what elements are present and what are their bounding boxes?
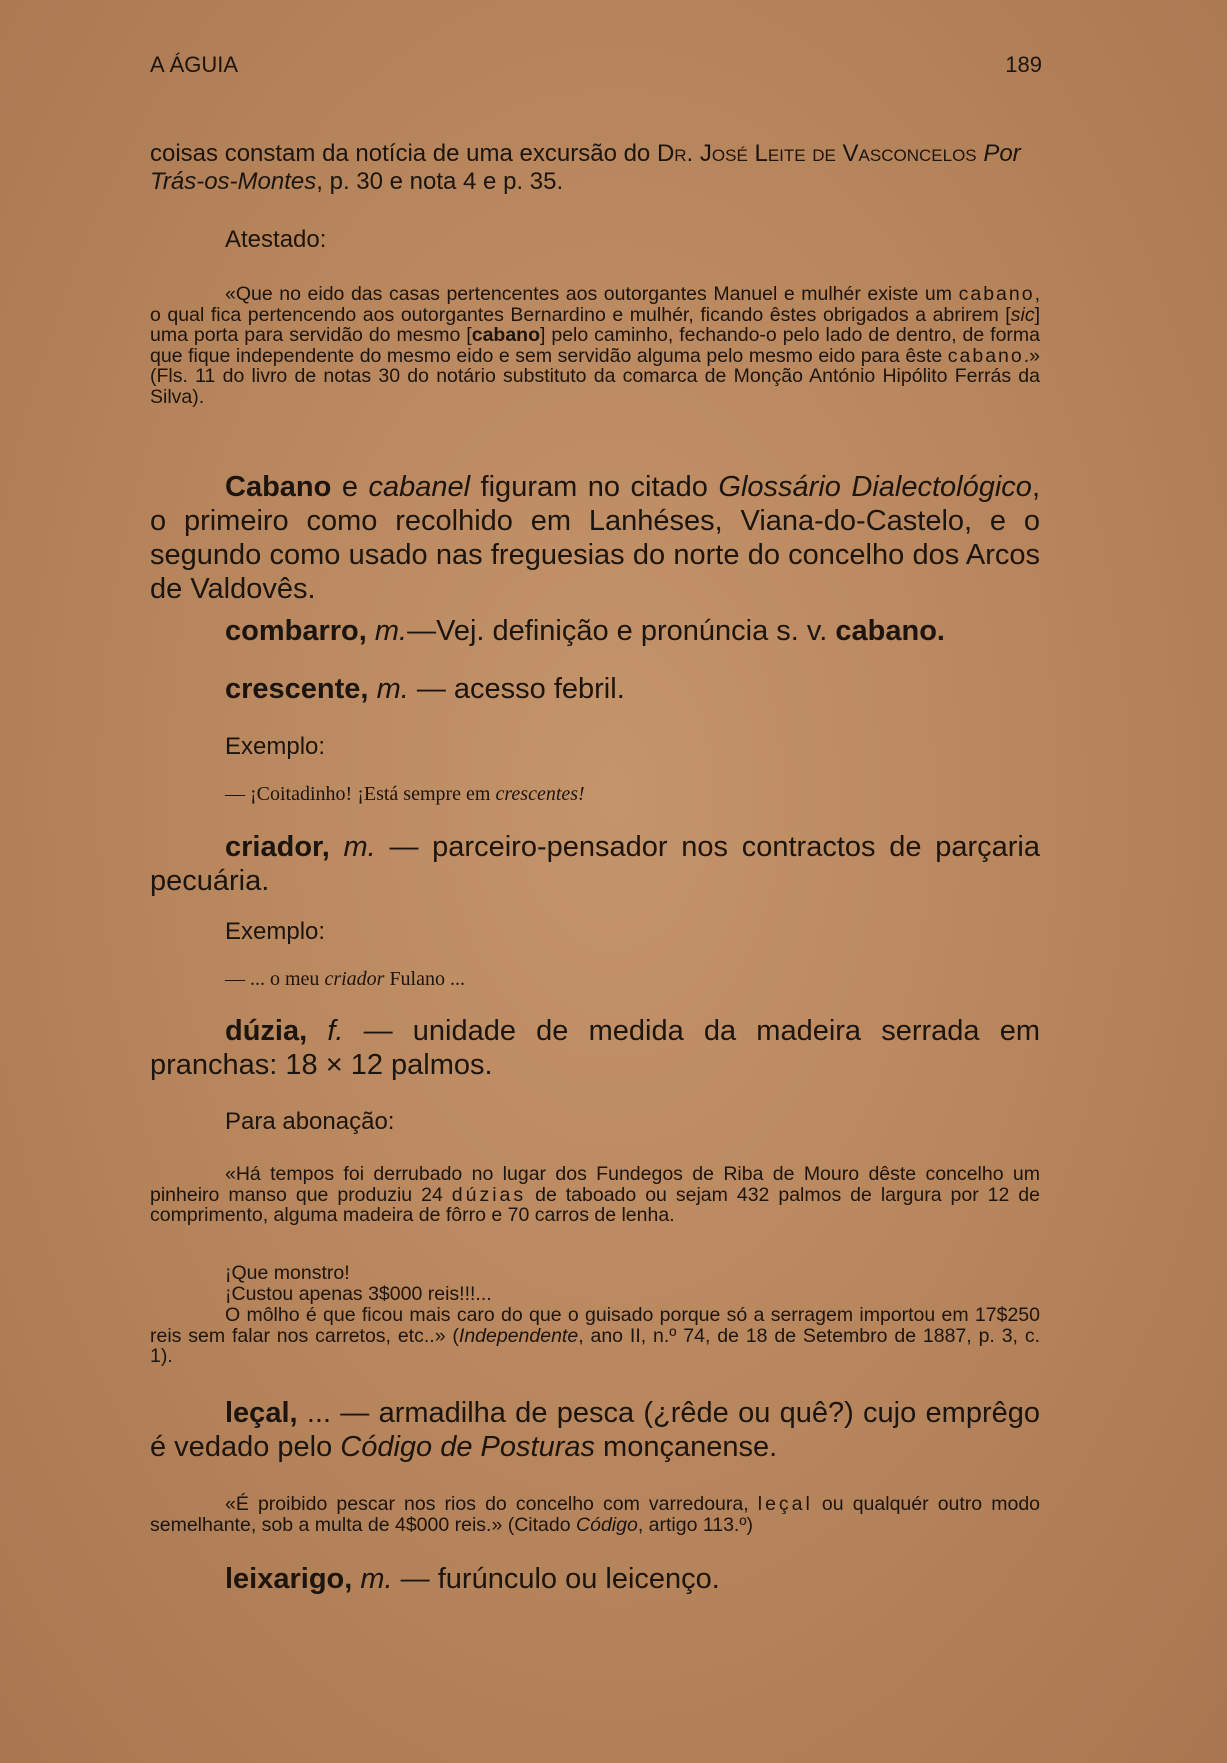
intro-paragraph: coisas constam da notícia de uma excursão do Dr. José Leite de Vasconcelos Por Trás-os-Montes, p. 30 e nota 4 e p. 35. bbox=[150, 140, 1021, 195]
duzia-quote-line: ¡Custou apenas 3$000 reis!!!... bbox=[225, 1283, 492, 1305]
journal-title: A ÁGUIA bbox=[150, 52, 239, 77]
abonacao-label: Para abonação: bbox=[225, 1108, 395, 1135]
entry-crescente: crescente, m. — acesso febril. bbox=[225, 673, 625, 705]
entry-combarro: combarro, m.—Vej. definição e pronúncia s. v. cabano. bbox=[225, 615, 945, 647]
headword: dúzia, bbox=[225, 1015, 308, 1047]
page-number: 189 bbox=[1005, 52, 1042, 77]
headword: leixarigo, bbox=[225, 1563, 353, 1595]
duzia-quote: «Há tempos foi derrubado no lugar dos Fundegos de Riba de Mouro dêste concelho um pinheiro manso que produziu 24 dúzias de taboado ou sejam 432 palmos de largura por 12 de comprimento, alguma madeira de fôrro e 70 carros de lenha. bbox=[150, 1163, 1040, 1226]
work-title: Por Trás-os-Montes bbox=[150, 140, 1021, 195]
entry-leixarigo: leixarigo, m. — furúnculo ou leicenço. bbox=[225, 1563, 720, 1595]
entry-lecal: leçal, ... — armadilha de pesca (¿rêde ou quê?) cujo emprêgo é vedado pelo Código de Posturas monçanense. bbox=[150, 1397, 1040, 1463]
example-label: Exemplo: bbox=[225, 918, 326, 945]
example-label: Exemplo: bbox=[225, 733, 326, 760]
example-text: — ¡Coitadinho! ¡Está sempre em crescentes! bbox=[225, 783, 585, 805]
headword: crescente, bbox=[225, 673, 369, 705]
author-name: Dr. José Leite de Vasconcelos bbox=[656, 140, 977, 167]
cabano-paragraph: Cabano e cabanel figuram no citado Glossário Dialectológico, o primeiro como recolhido em Lanhéses, Viana-do-Castelo, e o segundo como usado nas freguesias do norte do concelho dos Arcos de Valdovês. bbox=[150, 471, 1040, 605]
duzia-quote-end: O môlho é que ficou mais caro do que o guisado porque só a serragem importou em 17$250 reis sem falar nos carretos, etc..» (Independente, ano II, n.º 74, de 18 de Setembro de 1887, p. 3, c. 1). bbox=[150, 1304, 1041, 1367]
headword: leçal, bbox=[225, 1397, 298, 1429]
headword: criador, bbox=[225, 831, 330, 863]
lecal-quote: «É proibido pescar nos rios do concelho com varredoura, leçal ou qualquér outro modo semelhante, sob a multa de 4$000 reis.» (Citado Código, artigo 113.º) bbox=[150, 1493, 1041, 1536]
headword: combarro, bbox=[225, 615, 367, 647]
entry-duzia: dúzia, f. — unidade de medida da madeira serrada em pranchas: 18 × 12 palmos. bbox=[150, 1015, 1040, 1081]
source-title: Glossário Dialectológico bbox=[718, 471, 1032, 503]
example-text: — ... o meu criador Fulano ... bbox=[225, 968, 465, 990]
atestado-label: Atestado: bbox=[225, 226, 327, 253]
atestado-quote: «Que no eido das casas pertencentes aos outorgantes Manuel e mulhér existe um cabano, o qual fica pertencendo aos outorgantes Bernardino e mulhér, ficando êstes obrigados a abrirem [sic] uma porta para servidão do mesmo [cabano] pelo caminho, fechando-o pelo lado de dentro, de forma que fique independente do mesmo eido e sem servidão alguma pelo mesmo eido para êste cabano.» (Fls. 11 do livro de notas 30 do notário substituto da comarca de Monção António Hipólito Ferrás da Silva). bbox=[150, 283, 1040, 408]
running-header bbox=[150, 52, 1042, 86]
entry-criador: criador, m. — parceiro-pensador nos contractos de parçaria pecuária. bbox=[150, 831, 1040, 897]
duzia-quote-line: ¡Que monstro! bbox=[225, 1262, 350, 1284]
